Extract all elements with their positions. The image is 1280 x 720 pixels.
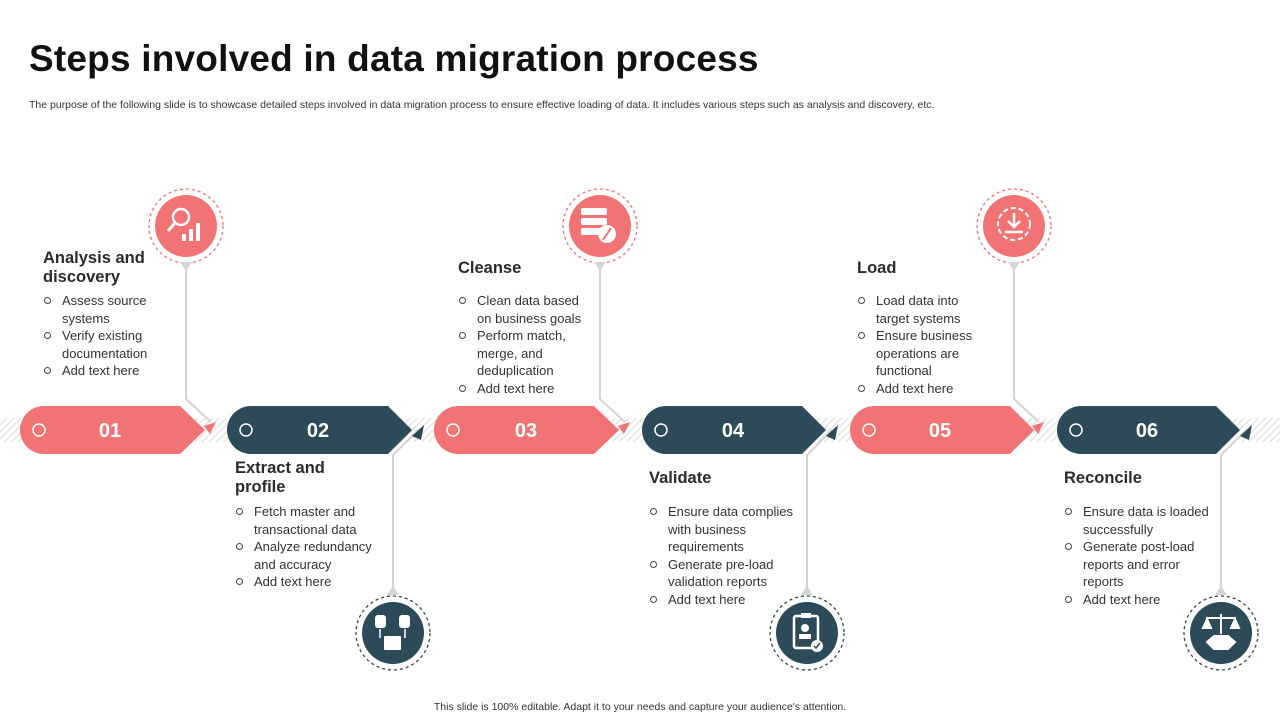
list-item: Perform match, merge, and deduplication (458, 327, 593, 380)
list-item: Add text here (1064, 591, 1209, 609)
list-item: Add text here (649, 591, 799, 609)
step-6-title: Reconcile (1064, 469, 1142, 487)
list-item: Ensure data complies with business requirements (649, 503, 799, 556)
step-6-number: 06 (1135, 420, 1159, 442)
step-2-number: 02 (306, 420, 330, 442)
step-3-title: Cleanse (458, 259, 522, 277)
step-4-title: Validate (649, 469, 712, 487)
step-3-bullets (458, 292, 593, 397)
step-3-number: 03 (514, 420, 538, 442)
step-5-connector (1014, 268, 1044, 434)
step-6-connector (1221, 425, 1252, 588)
step-4-number: 04 (721, 420, 745, 442)
step-4-connector (807, 425, 838, 588)
step-2-bullets (235, 503, 375, 591)
list-item: Fetch master and transactional data (235, 503, 375, 538)
list-item: Add text here (458, 380, 593, 398)
list-item: Verify existing documentation (43, 327, 173, 362)
step-1-title: Analysis and discovery (43, 249, 145, 286)
step-2-title: Extract and profile (235, 459, 325, 496)
list-item: Add text here (235, 573, 375, 591)
step-1-number: 01 (98, 420, 122, 442)
step-6-bullets (1064, 503, 1209, 608)
list-item: Assess source systems (43, 292, 173, 327)
list-item: Generate post-load reports and error reports (1064, 538, 1209, 591)
list-item: Load data into target systems (857, 292, 987, 327)
page-title: Steps involved in data migration process (29, 38, 759, 79)
step-3-connector (600, 268, 630, 434)
step-5-bullets (857, 292, 987, 397)
list-item: Add text here (857, 380, 987, 398)
list-item: Ensure business operations are functional (857, 327, 987, 380)
list-item: Generate pre-load validation reports (649, 556, 799, 591)
step-5-title: Load (857, 259, 897, 277)
page-subtitle: The purpose of the following slide is to showcase detailed steps involved in data migration process to ensure effective loading of data. It includes various steps such as analysis and discovery, etc. (29, 99, 935, 111)
step-4-bullets (649, 503, 799, 608)
list-item: Ensure data is loaded successfully (1064, 503, 1209, 538)
step-5-number: 05 (928, 420, 952, 442)
step-1-bullets (43, 292, 173, 380)
step-2-connector (393, 425, 424, 588)
step-1-connector (186, 268, 216, 434)
list-item: Clean data based on business goals (458, 292, 593, 327)
step-2-badge (356, 586, 430, 670)
footer-note: This slide is 100% editable. Adapt it to your needs and capture your audience's attention. (433, 701, 847, 713)
list-item: Analyze redundancy and accuracy (235, 538, 375, 573)
list-item: Add text here (43, 362, 173, 380)
